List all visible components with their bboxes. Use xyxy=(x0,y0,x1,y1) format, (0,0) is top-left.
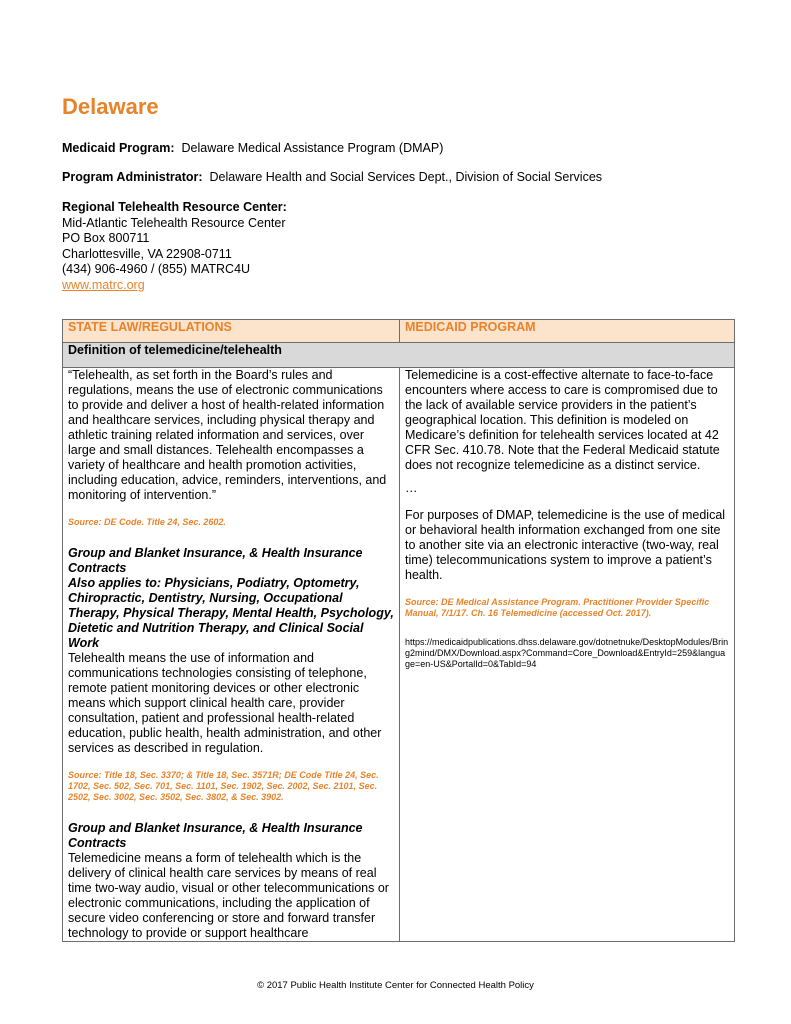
dmap-telemedicine-definition: For purposes of DMAP, telemedicine is the use of medical or behavioral health information exchanged from one site to another site via an electronic interactive (two-way, real time) telecommunications system to improve a patient’s health. xyxy=(405,508,726,582)
medicaid-telemedicine-definition: Telemedicine is a cost-effective alternate to face-to-face encounters where access to care is compromised due to the lack of available service providers in the patient’s geographical location. This definition is modeled on Medicare’s definition for telehealth services located at 42 CFR Sec. 410.78. Note that the Federal Medicaid statute does not recognize telemedicine as a distinct service. xyxy=(405,368,720,472)
rtrc-address-line: Charlottesville, VA 22908-0711 xyxy=(62,246,232,261)
header-medicaid-program: MEDICAID PROGRAM xyxy=(400,320,735,343)
medicaid-program-value: Delaware Medical Assistance Program (DMAP) xyxy=(181,141,444,155)
policy-table xyxy=(62,319,735,942)
telehealth-definition-quote: “Telehealth, as set forth in the Board’s rules and regulations, means the use of electronic communications to provide and deliver a host of health-related information and healthcare services, including physical therapy and athletic training related information and services, over large and small distances. Telehealth encompasses a variety of healthcare and health promotion activities, including education, advice, reminders, interventions, and monitoring of intervention.” xyxy=(68,368,387,502)
source-citation: Source: DE Code. Title 24, Sec. 2602. xyxy=(68,517,226,527)
state-law-cell xyxy=(63,368,400,942)
rtrc-website-link[interactable]: www.matrc.org xyxy=(62,277,145,292)
telehealth-definition: Telehealth means the use of information and communications technologies consisting of telephone, remote patient monitoring devices or other electronic means which support clinical health care, provider consultation, patient and professional health-related education, public health, health administration, and other services as described in regulation. xyxy=(68,651,382,755)
table-row xyxy=(63,368,735,942)
source-citation: Source: DE Medical Assistance Program. Practitioner Provider Specific Manual, 7/1/17. Ch. 16 Telemedicine (accessed Oct. 2017). xyxy=(405,597,710,618)
medicaid-program-line xyxy=(62,141,443,156)
subsection-heading: Group and Blanket Insurance, & Health Insurance Contracts xyxy=(68,821,363,850)
program-administrator-value: Delaware Health and Social Services Dept., Division of Social Services xyxy=(209,170,603,184)
copyright-footer: © 2017 Public Health Institute Center for Connected Health Policy xyxy=(257,980,534,991)
telemedicine-definition: Telemedicine means a form of telehealth which is the delivery of clinical health care services by means of real time two-way audio, visual or other telecommunications or electronic communications, including the application of secure video conferencing or store and forward transfer technology to provide or support healthcare xyxy=(68,851,389,940)
rtrc-address-line: Mid-Atlantic Telehealth Resource Center xyxy=(62,215,286,230)
table-header-row xyxy=(63,320,735,343)
section-row xyxy=(63,343,735,368)
applies-to-text: Also applies to: Physicians, Podiatry, Optometry, Chiropractic, Dentistry, Nursing, Occupational Therapy, Physical Therapy, Mental Health, Psychology, Dietetic and Nutrition Therapy, and Clinical Social Work xyxy=(68,576,394,650)
rtrc-label: Regional Telehealth Resource Center: xyxy=(62,200,287,214)
rtrc-phone: (434) 906-4960 / (855) MATRC4U xyxy=(62,262,251,276)
subsection-heading: Group and Blanket Insurance, & Health Insurance Contracts xyxy=(68,546,363,575)
telehealth-resource-center xyxy=(62,200,287,293)
source-url: https://medicaidpublications.dhss.delaware.gov/dotnetnuke/DesktopModules/Bring2mind/DMX/Download.aspx?Command=Core_Download&EntryId=259&language=en-US&PortalId=0&TabId=94 xyxy=(405,637,729,669)
ellipsis: … xyxy=(405,481,418,495)
medicaid-program-cell xyxy=(400,368,735,942)
section-title: Definition of telemedicine/telehealth xyxy=(63,343,735,368)
medicaid-program-label: Medicaid Program: xyxy=(62,141,175,155)
rtrc-address-line: PO Box 800711 xyxy=(62,231,150,245)
state-title: Delaware xyxy=(62,94,159,119)
header-state-law: STATE LAW/REGULATIONS xyxy=(63,320,400,343)
program-administrator-line xyxy=(62,170,602,185)
program-administrator-label: Program Administrator: xyxy=(62,170,203,184)
source-citation: Source: Title 18, Sec. 3370; & Title 18, Sec. 3571R; DE Code Title 24, Sec. 1702, Sec. 502, Sec. 701, Sec. 1101, Sec. 1902, Sec. 2002, Sec. 2101, Sec. 2502, Sec. 3002, Sec. 3502, Sec. 3802, & Sec. 3902. xyxy=(68,770,379,802)
